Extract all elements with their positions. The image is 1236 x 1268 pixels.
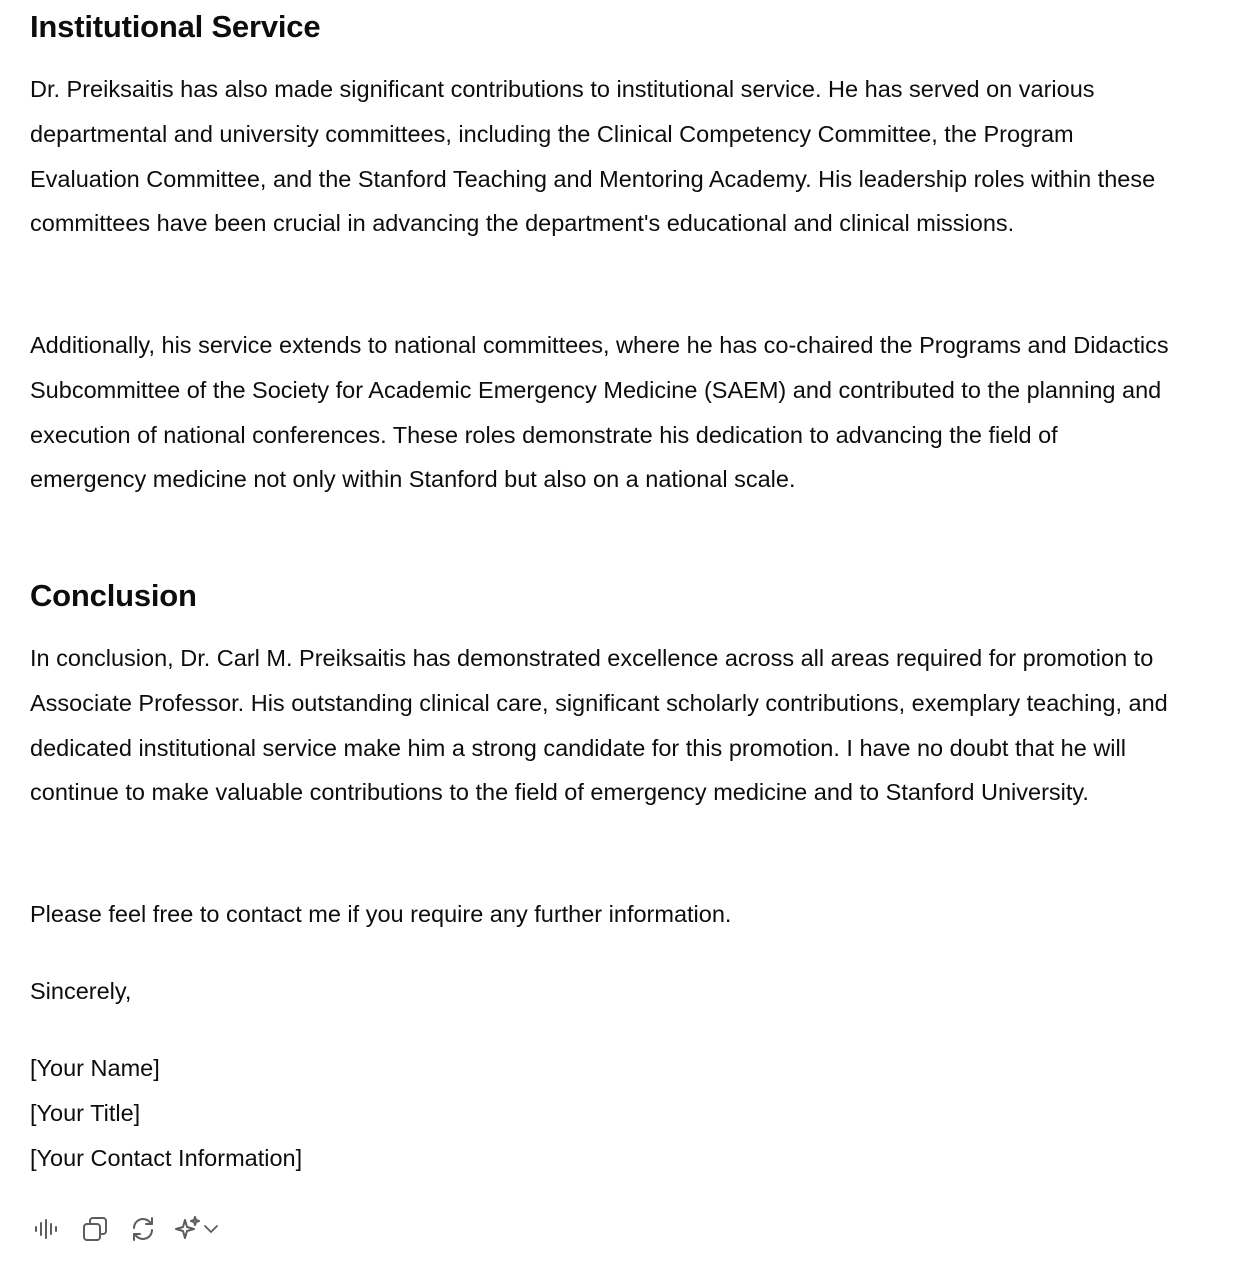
signature-block bbox=[30, 1046, 302, 1180]
conclusion-paragraph-1: In conclusion, Dr. Carl M. Preiksaitis has demonstrated excellence across all areas required for promotion to Associate Professor. His outstanding clinical care, significant scholarly contributions, exemplary teaching, and dedicated institutional service make him a strong candidate for this promotion. I have no doubt that he will continue to make valuable contributions to the field of emergency medicine and to Stanford University. bbox=[30, 645, 1168, 806]
copy-icon bbox=[82, 1216, 108, 1242]
message-action-bar bbox=[30, 1212, 220, 1246]
read-aloud-icon bbox=[34, 1217, 60, 1241]
signature-name: [Your Name] bbox=[30, 1055, 160, 1081]
signature-contact: [Your Contact Information] bbox=[30, 1144, 303, 1171]
regenerate-icon bbox=[130, 1216, 156, 1242]
regenerate-button[interactable] bbox=[126, 1212, 160, 1246]
institutional-service-paragraph-1: Dr. Preiksaitis has also made significant contributions to institutional service. He has served on various departmental and university committees, including the Clinical Competency Committee, the Program Evaluation Committee, and the Stanford Teaching and Mentoring Academy. His leadership roles within these committees have been crucial in advancing the department's educational and clinical missions. bbox=[30, 76, 1156, 237]
model-switcher-button[interactable] bbox=[174, 1212, 220, 1246]
section-heading-conclusion: Conclusion bbox=[30, 578, 197, 613]
signature-title: [Your Title] bbox=[30, 1099, 141, 1126]
section-heading-institutional-service: Institutional Service bbox=[30, 9, 321, 44]
closing-line: Sincerely, bbox=[30, 978, 132, 1004]
sparkle-icon bbox=[174, 1215, 202, 1243]
copy-button[interactable] bbox=[78, 1212, 112, 1246]
institutional-service-paragraph-2: Additionally, his service extends to national committees, where he has co-chaired the Programs and Didactics Subcommittee of the Society for Academic Emergency Medicine (SAEM) and contributed to the planning and execution of national conferences. These roles demonstrate his dedication to advancing the field of emergency medicine not only within Stanford but also on a national scale. bbox=[30, 332, 1169, 493]
read-aloud-button[interactable] bbox=[30, 1212, 64, 1246]
conclusion-paragraph-2: Please feel free to contact me if you require any further information. bbox=[30, 901, 732, 927]
chevron-down-icon bbox=[202, 1220, 220, 1238]
